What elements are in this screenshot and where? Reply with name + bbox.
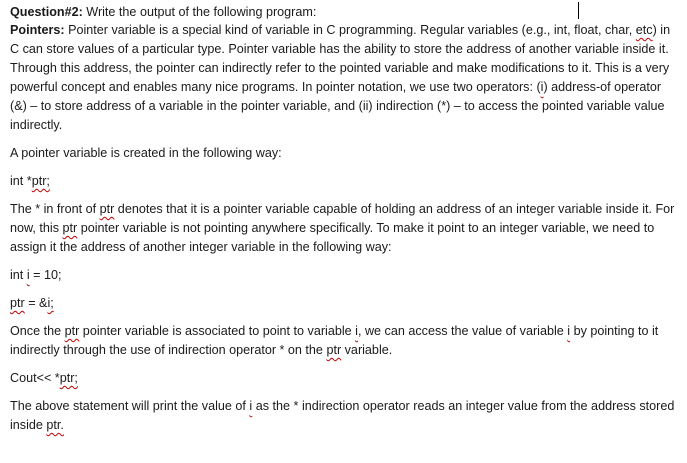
code-assignment: ptr = &i; [10, 296, 54, 310]
spellcheck-word: ptr [326, 343, 342, 357]
spellcheck-word: ptr; [31, 174, 50, 188]
code-int-declaration: int i = 10; [10, 268, 62, 282]
spellcheck-word: ptr [99, 202, 115, 216]
document-page[interactable] [10, 3, 678, 444]
spellcheck-word: ptr [10, 296, 25, 310]
final-paragraph: The above statement will print the value of i as the * indirection operator reads an integer value from the address stored inside ptr. [10, 399, 675, 432]
spellcheck-word: etc [635, 23, 653, 37]
spellcheck-word: i [355, 324, 358, 338]
spellcheck-word: ptr [62, 221, 78, 235]
intro-paragraph: Pointers: Pointer variable is a special kind of variable in C programming. Regular variables (e.g., int, float, char, etc) in C can store values of a particular type. Pointer variable has the ability to store the address of another variable inside it. Through this address, the pointer can indirectly refer to the pointed variable and make modifications to it. This is a very powerful concept and enables many nice programs. In pointer notation, we use two operators: (i) address-of operator (&) – to store address of a variable in the pointer variable, and (ii) indirection (*) – to access the pointed variable value indirectly. [10, 23, 671, 132]
spellcheck-word: ptr; [59, 371, 78, 385]
question-number: Question#2: [10, 5, 83, 19]
intro-label: Pointers: [10, 23, 65, 37]
spellcheck-word: ptr [64, 324, 80, 338]
spellcheck-word: i [540, 80, 544, 94]
question-text: Write the output of the following program: [82, 5, 317, 19]
code-declaration: int *ptr; [10, 174, 50, 188]
spellcheck-word: i; [47, 296, 54, 310]
question-heading [10, 3, 678, 22]
creation-sentence: A pointer variable is created in the following way: [10, 146, 282, 160]
spellcheck-word: ptr. [46, 418, 64, 432]
once-paragraph: Once the ptr pointer variable is associated to point to variable i, we can access the value of variable i by pointing to it indirectly through the use of indirection operator * on the ptr variable. [10, 324, 659, 357]
spellcheck-word: i [26, 268, 30, 282]
explanation-paragraph: The * in front of ptr denotes that it is a pointer variable capable of holding an address of an integer variable inside it. For now, this ptr pointer variable is not pointing anywhere specifically. To make it point to an integer variable, we need to assign it the address of another integer variable in the following way: [10, 202, 675, 254]
code-cout: Cout<< *ptr; [10, 371, 78, 385]
spellcheck-word: i [567, 324, 571, 338]
spellcheck-word: i [249, 399, 253, 413]
